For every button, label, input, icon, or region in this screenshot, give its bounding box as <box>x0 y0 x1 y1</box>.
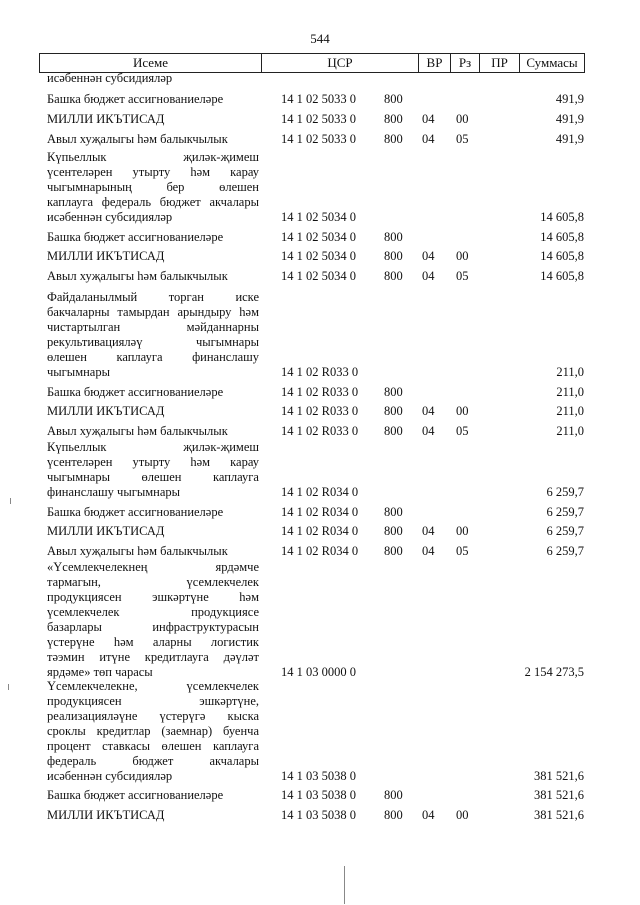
row-pr: 00 <box>456 249 469 263</box>
column-header-name: Исеме <box>40 54 262 72</box>
row-pr: 00 <box>456 524 469 538</box>
row-csr: 14 1 02 R033 0 <box>281 385 359 399</box>
table-row <box>0 150 640 225</box>
row-name-line: сроклы кредитлар (заемнар) буенча <box>47 724 259 738</box>
row-rz: 04 <box>422 112 435 126</box>
row-sum: 6 259,7 <box>546 544 584 558</box>
column-header-vr: ВР <box>419 54 451 72</box>
row-name-line: Башка бюджет ассигнованиеләре <box>47 92 224 106</box>
row-sum: 211,0 <box>556 365 584 379</box>
row-rz: 04 <box>422 404 435 418</box>
row-name <box>47 679 259 784</box>
row-csr: 14 1 03 5038 0 <box>281 808 356 822</box>
table-row <box>0 424 640 439</box>
table-row <box>0 132 640 147</box>
row-csr: 14 1 02 5033 0 <box>281 92 356 106</box>
table-row <box>0 249 640 264</box>
row-vr: 800 <box>384 808 403 822</box>
row-vr: 800 <box>384 112 403 126</box>
row-rz: 04 <box>422 132 435 146</box>
row-vr: 800 <box>384 385 403 399</box>
row-sum: 14 605,8 <box>540 249 584 263</box>
row-sum: 2 154 273,5 <box>524 665 584 679</box>
row-name <box>47 440 259 500</box>
row-name <box>47 230 259 245</box>
row-rz: 04 <box>422 524 435 538</box>
row-name <box>47 150 259 225</box>
table-row <box>0 788 640 803</box>
row-name-line: үсентеләрен утырту һәм карау <box>47 165 259 179</box>
row-name-line: Авыл хуҗалыгы һәм балыкчылык <box>47 269 228 283</box>
row-pr: 00 <box>456 112 469 126</box>
table-row <box>0 290 640 380</box>
column-header-csr: ЦСР <box>262 54 419 72</box>
row-sum: 14 605,8 <box>540 230 584 244</box>
row-name-line: тармагын, үсемлекчелек <box>47 575 259 589</box>
row-name <box>47 385 259 400</box>
row-name-line: тәэмин итүне кредитлауга дәүләт <box>47 650 259 664</box>
row-vr: 800 <box>384 505 403 519</box>
row-csr: 14 1 02 R033 0 <box>281 424 359 438</box>
row-name-line: Авыл хуҗалыгы һәм балыкчылык <box>47 544 228 558</box>
row-sum: 211,0 <box>556 404 584 418</box>
row-name-line: Авыл хуҗалыгы һәм балыкчылык <box>47 132 228 146</box>
row-name <box>47 290 259 380</box>
row-name-line: Күпьеллык җиләк-җимеш <box>47 150 259 164</box>
table-row <box>0 404 640 419</box>
row-name-line: реализацияләүне үстерүгә кыска <box>47 709 259 723</box>
table-row <box>0 524 640 539</box>
row-name-line: исәбеннән субсидияләр <box>47 210 173 224</box>
row-name <box>47 808 259 823</box>
row-name-line: рекультивацияләү чыгымнары <box>47 335 259 349</box>
row-name-line: исәбеннән субсидияләр <box>47 769 173 783</box>
scan-mark <box>10 498 11 504</box>
row-name-line: Үсемлекчелекне, үсемлекчелек <box>47 679 259 693</box>
row-sum: 491,9 <box>555 112 584 126</box>
row-name-line: МИЛЛИ ИКЪТИСАД <box>47 524 165 538</box>
row-vr: 800 <box>384 92 403 106</box>
row-pr: 05 <box>456 132 469 146</box>
row-name <box>47 249 259 264</box>
row-sum: 491,9 <box>555 92 584 106</box>
row-pr: 00 <box>456 404 469 418</box>
scan-mark <box>344 866 345 904</box>
row-name-line: чыгымнары <box>47 365 111 379</box>
table-row <box>0 230 640 245</box>
table-row <box>0 505 640 520</box>
table-header <box>39 53 585 73</box>
row-name-line: МИЛЛИ ИКЪТИСАД <box>47 808 165 822</box>
row-name-line: МИЛЛИ ИКЪТИСАД <box>47 249 165 263</box>
row-name-line: финанслашу чыгымнары <box>47 485 181 499</box>
row-csr: 14 1 02 5033 0 <box>281 112 356 126</box>
row-csr: 14 1 02 R033 0 <box>281 404 359 418</box>
row-csr: 14 1 02 5034 0 <box>281 249 356 263</box>
row-rz: 04 <box>422 544 435 558</box>
row-rz: 04 <box>422 249 435 263</box>
row-vr: 800 <box>384 524 403 538</box>
row-sum: 211,0 <box>556 424 584 438</box>
row-name-line: МИЛЛИ ИКЪТИСАД <box>47 404 165 418</box>
row-sum: 6 259,7 <box>546 505 584 519</box>
row-name <box>47 788 259 803</box>
table-row <box>0 440 640 500</box>
row-name-line: федераль бюджет акчалары <box>47 754 259 768</box>
row-name-line: продукциясен эшкәртүне, <box>47 694 259 708</box>
row-rz: 04 <box>422 808 435 822</box>
row-sum: 381 521,6 <box>534 808 584 822</box>
table-row <box>0 112 640 127</box>
table-row <box>0 269 640 284</box>
row-name <box>47 132 259 147</box>
row-name-line: Башка бюджет ассигнованиеләре <box>47 505 224 519</box>
table-row <box>0 679 640 784</box>
table-row <box>0 808 640 823</box>
row-vr: 800 <box>384 788 403 802</box>
row-vr: 800 <box>384 544 403 558</box>
row-pr: 00 <box>456 808 469 822</box>
row-csr: 14 1 03 0000 0 <box>281 665 356 679</box>
row-name <box>47 524 259 539</box>
row-name-line: Башка бюджет ассигнованиеләре <box>47 788 224 802</box>
row-sum: 491,9 <box>555 132 584 146</box>
row-name-line: Авыл хуҗалыгы һәм балыкчылык <box>47 424 228 438</box>
row-csr: 14 1 02 5034 0 <box>281 269 356 283</box>
table-row <box>0 560 640 680</box>
row-name-line: процент ставкасы өлешен каплауга <box>47 739 259 753</box>
row-rz: 04 <box>422 269 435 283</box>
column-header-rz: Рз <box>451 54 480 72</box>
row-name-line: үстерүне һәм аларны логистик <box>47 635 259 649</box>
row-name-line: Файдаланылмый торган иске <box>47 290 259 304</box>
row-name-line: МИЛЛИ ИКЪТИСАД <box>47 112 165 126</box>
row-name-line: чыгымнарының бер өлешен <box>47 180 259 194</box>
row-name <box>47 404 259 419</box>
row-name <box>47 71 259 86</box>
row-csr: 14 1 02 R034 0 <box>281 544 359 558</box>
row-sum: 381 521,6 <box>534 788 584 802</box>
row-pr: 05 <box>456 544 469 558</box>
row-pr: 05 <box>456 424 469 438</box>
row-csr: 14 1 02 R034 0 <box>281 524 359 538</box>
row-vr: 800 <box>384 269 403 283</box>
row-name-line: өлешен каплауга финанслашу <box>47 350 259 364</box>
row-csr: 14 1 02 R034 0 <box>281 505 359 519</box>
column-header-pr: ПР <box>480 54 520 72</box>
row-name-line: Башка бюджет ассигнованиеләре <box>47 385 224 399</box>
row-vr: 800 <box>384 249 403 263</box>
row-sum: 211,0 <box>556 385 584 399</box>
row-sum: 14 605,8 <box>540 210 584 224</box>
row-csr: 14 1 02 5034 0 <box>281 210 356 224</box>
row-name-line: чыгымнары өлешен каплауга <box>47 470 259 484</box>
row-name-line: бакчаларны тамырдан арындыру һәм <box>47 305 259 319</box>
row-name <box>47 112 259 127</box>
row-name-line: үсентеләрен утырту һәм карау <box>47 455 259 469</box>
row-name <box>47 505 259 520</box>
row-name <box>47 424 259 439</box>
row-name <box>47 560 259 680</box>
table-row <box>0 92 640 107</box>
row-rz: 04 <box>422 424 435 438</box>
column-header-sum: Суммасы <box>526 55 578 70</box>
row-csr: 14 1 02 5033 0 <box>281 132 356 146</box>
table-row <box>0 71 640 86</box>
row-name-line: базарлары инфраструктурасын <box>47 620 259 634</box>
row-name-line: «Үсемлекчелекнең ярдәмче <box>47 560 259 574</box>
row-name-line: исәбеннән субсидияләр <box>47 71 173 85</box>
row-name <box>47 269 259 284</box>
row-name <box>47 544 259 559</box>
row-name-line: Күпьеллык җиләк-җимеш <box>47 440 259 454</box>
row-name-line: Башка бюджет ассигнованиеләре <box>47 230 224 244</box>
row-name-line: чистартылган мәйданнарны <box>47 320 259 334</box>
row-sum: 6 259,7 <box>546 485 584 499</box>
row-name-line: үсемлекчелек продукциясе <box>47 605 259 619</box>
row-csr: 14 1 02 R033 0 <box>281 365 359 379</box>
row-name <box>47 92 259 107</box>
row-vr: 800 <box>384 404 403 418</box>
row-pr: 05 <box>456 269 469 283</box>
row-sum: 381 521,6 <box>534 769 584 783</box>
row-vr: 800 <box>384 424 403 438</box>
table-row <box>0 385 640 400</box>
row-csr: 14 1 02 R034 0 <box>281 485 359 499</box>
row-name-line: продукциясен эшкәртүне һәм <box>47 590 259 604</box>
row-vr: 800 <box>384 132 403 146</box>
row-csr: 14 1 02 5034 0 <box>281 230 356 244</box>
scan-mark <box>8 684 9 690</box>
row-vr: 800 <box>384 230 403 244</box>
page-number: 544 <box>310 31 330 46</box>
row-name-line: каплауга федераль бюджет акчалары <box>47 195 259 209</box>
row-csr: 14 1 03 5038 0 <box>281 769 356 783</box>
table-row <box>0 544 640 559</box>
row-sum: 6 259,7 <box>546 524 584 538</box>
row-csr: 14 1 03 5038 0 <box>281 788 356 802</box>
row-name-line: ярдәме» төп чарасы <box>47 665 153 679</box>
row-sum: 14 605,8 <box>540 269 584 283</box>
